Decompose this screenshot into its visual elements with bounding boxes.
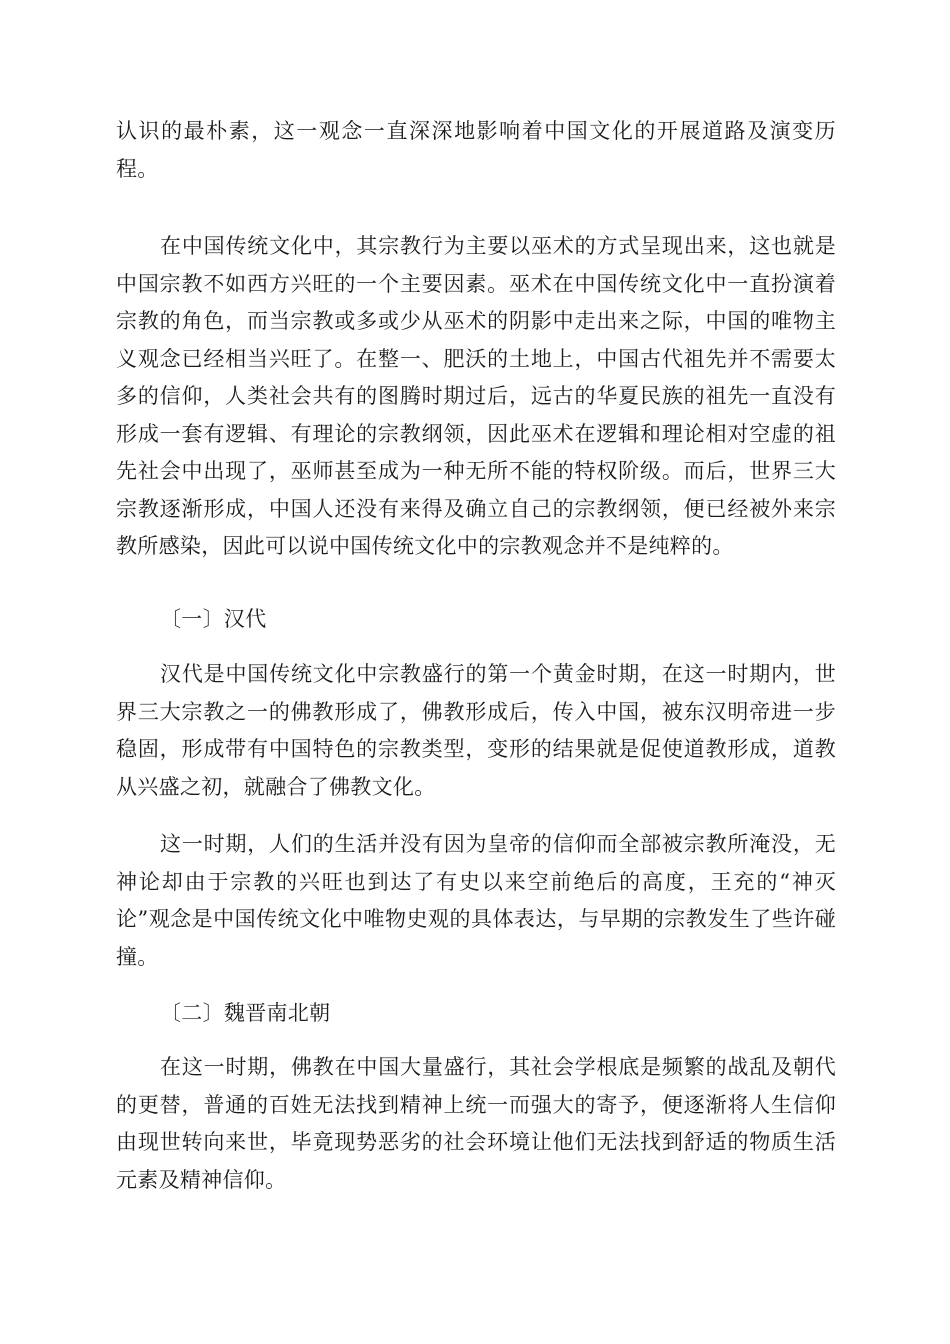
section-heading-han-dynasty <box>116 601 836 639</box>
paragraph-text: 在中国传统文化中，其宗教行为主要以巫术的方式呈现出来，这也就是中国宗教不如西方兴旺的一个主要因素。巫术在中国传统文化中一直扮演着宗教的角色，而当宗教或多或少从巫术的阴影中走出来之际，中国的唯物主义观念已经相当兴旺了。在整一、肥沃的土地上，中国古代祖先并不需要太多的信仰，人类社会共有的图腾时期过后，远古的华夏民族的祖先一直没有形成一套有逻辑、有理论的宗教纲领，因此巫术在逻辑和理论相对空虚的祖先社会中出现了，巫师甚至成为一种无所不能的特权阶级。而后，世界三大宗教逐渐形成，中国人还没有来得及确立自己的宗教纲领，便已经被外来宗教所感染，因此可以说中国传统文化中的宗教观念并不是纯粹的。 <box>116 234 836 558</box>
paragraph-text: 在这一时期，佛教在中国大量盛行，其社会学根底是频繁的战乱及朝代的更替，普通的百姓无法找到精神上统一而强大的寄予，便逐渐将人生信仰由现世转向来世，毕竟现势恶劣的社会环境让他们无法找到舒适的物质生活元素及精神信仰。 <box>116 1055 836 1192</box>
paragraph-continuation <box>116 113 836 188</box>
paragraph-text: 汉代是中国传统文化中宗教盛行的第一个黄金时期，在这一时期内，世界三大宗教之一的佛教形成了，佛教形成后，传入中国，被东汉明帝进一步稳固，形成带有中国特色的宗教类型，变形的结果就是促使道教形成，道教从兴盛之初，就融合了佛教文化。 <box>116 662 836 799</box>
paragraph-han-atheism <box>116 826 836 976</box>
paragraph-text: 认识的最朴素，这一观念一直深深地影响着中国文化的开展道路及演变历程。 <box>116 119 836 181</box>
section-heading: 〔二〕魏晋南北朝 <box>160 1001 331 1025</box>
section-heading: 〔一〕汉代 <box>160 607 267 631</box>
paragraph-wei-jin-buddhism <box>116 1049 836 1199</box>
section-heading-wei-jin <box>116 995 836 1033</box>
paragraph-text: 这一时期，人们的生活并没有因为皇帝的信仰而全部被宗教所淹没，无神论却由于宗教的兴旺也到达了有史以来空前绝后的高度，王充的“神灭论”观念是中国传统文化中唯物史观的具体表达，与早期的宗教发生了些许碰撞。 <box>116 832 836 969</box>
paragraph-religion-witchcraft <box>116 228 836 566</box>
paragraph-han-buddhism <box>116 656 836 806</box>
